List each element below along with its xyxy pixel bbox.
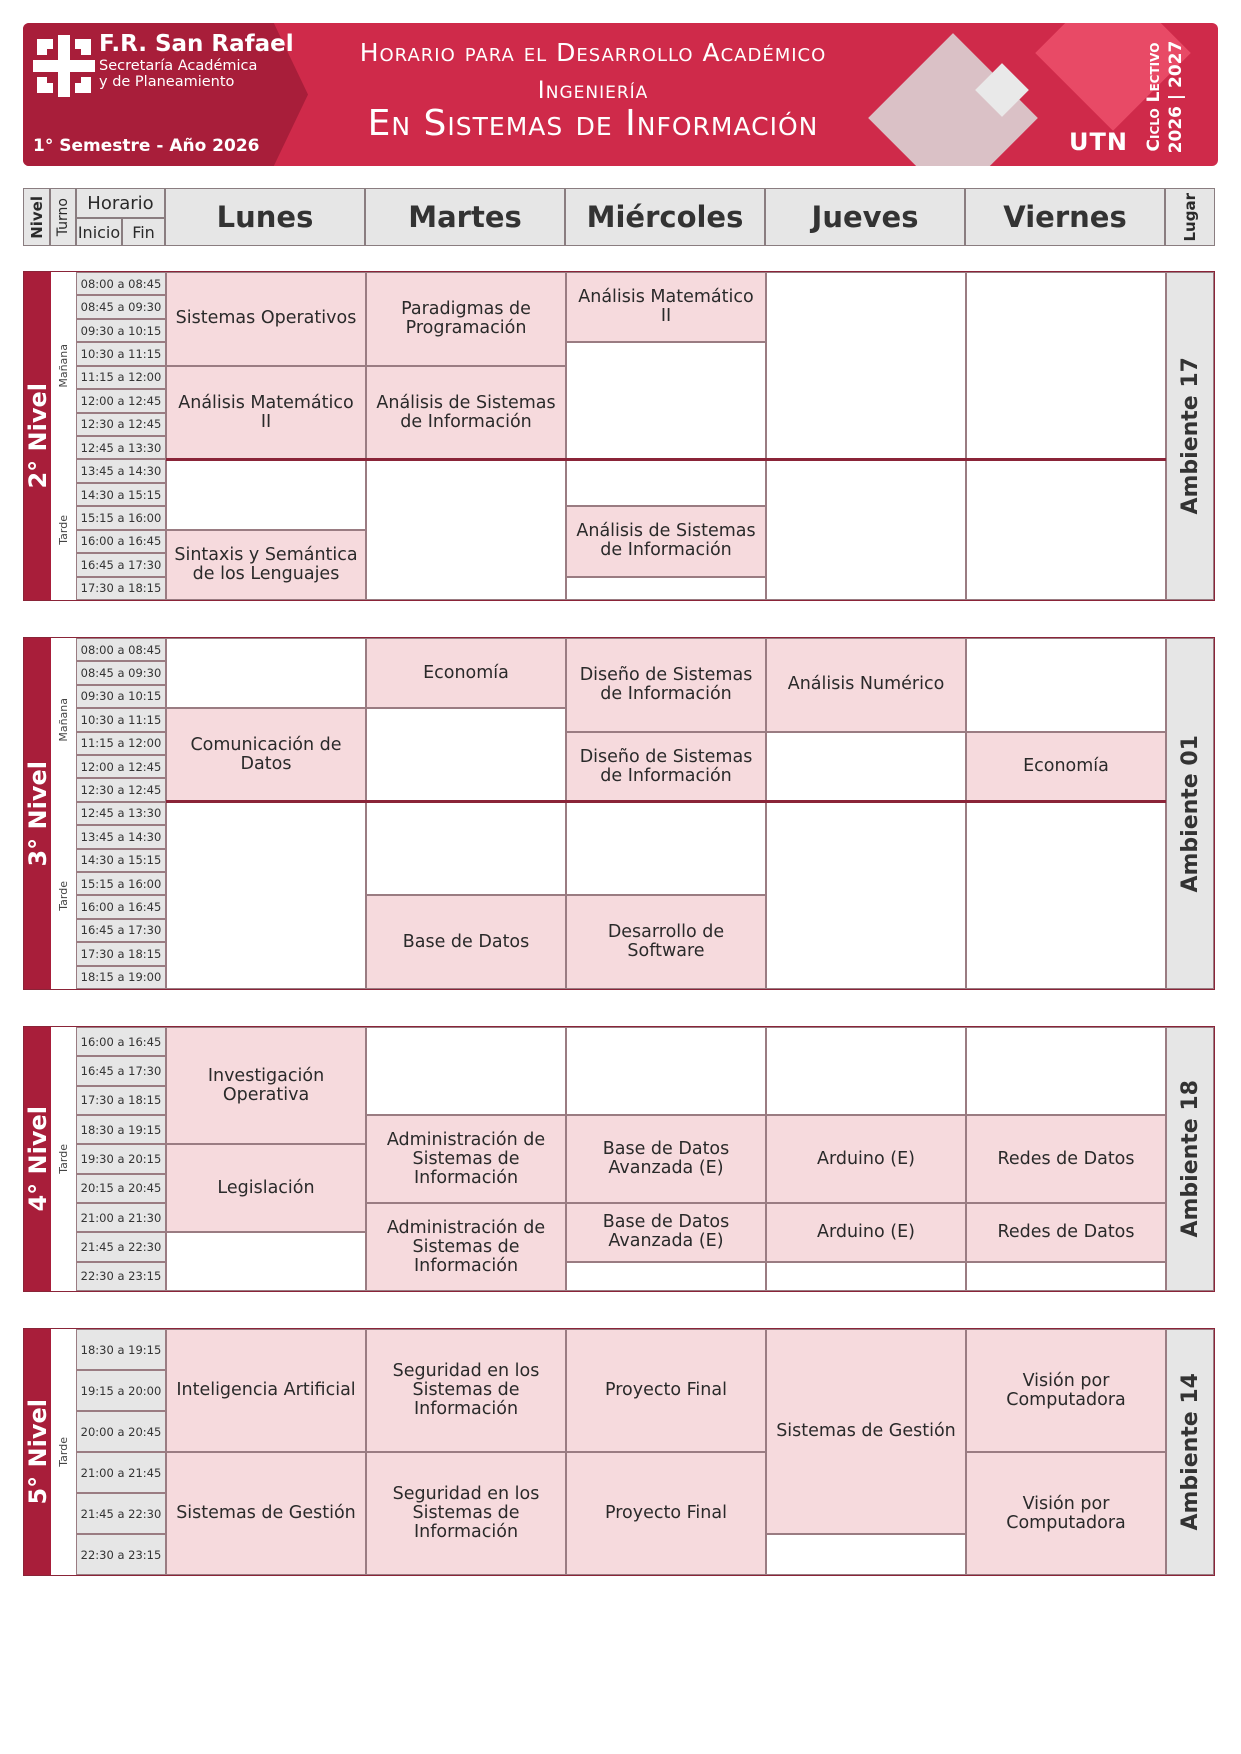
- time-slot: 16:45 a 17:30: [77, 553, 166, 576]
- time-slot: 13:45 a 14:30: [77, 459, 166, 482]
- time-slot: 10:30 a 11:15: [77, 342, 166, 365]
- time-slot: 14:30 a 15:15: [77, 483, 166, 506]
- lugar-label: [1166, 638, 1214, 989]
- empty-cell: [566, 577, 766, 600]
- time-slot: 22:30 a 23:15: [77, 1534, 166, 1575]
- time-slot: 08:45 a 09:30: [77, 295, 166, 318]
- time-slot: 15:15 a 16:00: [77, 506, 166, 529]
- time-slot: 18:30 a 19:15: [77, 1329, 166, 1370]
- time-slot: 17:30 a 18:15: [77, 1086, 166, 1115]
- cycle-years: 2026 | 2027: [1166, 40, 1186, 154]
- empty-cell: [766, 1534, 966, 1575]
- time-slot: 18:15 a 19:00: [77, 966, 166, 989]
- lugar-text: Ambiente 17: [1177, 357, 1203, 515]
- time-slot: 22:30 a 23:15: [77, 1262, 166, 1291]
- class-cell[interactable]: Análisis Numérico: [766, 638, 966, 732]
- utn-logo-icon: [33, 35, 95, 97]
- empty-cell: [766, 802, 966, 989]
- class-cell[interactable]: Inteligencia Artificial: [166, 1329, 366, 1452]
- class-cell[interactable]: Análisis de Sistemas de Información: [366, 366, 566, 460]
- time-slot: 08:00 a 08:45: [77, 272, 166, 295]
- class-cell[interactable]: Legislación: [166, 1144, 366, 1232]
- time-slot: 15:15 a 16:00: [77, 872, 166, 895]
- turno-label: [51, 1027, 77, 1291]
- nivel-label: [24, 272, 51, 600]
- title-line-1: Horario para el Desarrollo Académico: [359, 38, 827, 67]
- turno-label: [51, 272, 77, 459]
- class-cell[interactable]: Diseño de Sistemas de Información: [566, 732, 766, 802]
- class-cell[interactable]: Administración de Sistemas de Información: [366, 1203, 566, 1291]
- time-slot: 11:15 a 12:00: [77, 732, 166, 755]
- empty-cell: [166, 459, 366, 529]
- empty-cell: [766, 272, 966, 459]
- level-block-2: [23, 271, 1215, 601]
- turno-text: Mañana: [57, 698, 70, 742]
- secretariat-line-2: y de Planeamiento: [99, 74, 235, 90]
- day-header-martes: Martes: [365, 188, 565, 246]
- semester-label: 1° Semestre - Año 2026: [33, 136, 260, 156]
- cycle-title: Ciclo Lectivo: [1144, 42, 1164, 152]
- empty-cell: [366, 1027, 566, 1115]
- lugar-label: [1166, 272, 1214, 600]
- level-block-4: [23, 1026, 1215, 1292]
- class-cell[interactable]: Proyecto Final: [566, 1329, 766, 1452]
- lugar-text: Ambiente 14: [1177, 1373, 1203, 1531]
- class-cell[interactable]: Base de Datos Avanzada (E): [566, 1203, 766, 1262]
- time-slot: 17:30 a 18:15: [77, 942, 166, 965]
- turno-label: [51, 459, 77, 600]
- time-slot: 18:30 a 19:15: [77, 1115, 166, 1144]
- turno-text: Tarde: [57, 880, 70, 911]
- empty-cell: [566, 1027, 766, 1115]
- header-nivel-label: Nivel: [27, 195, 46, 239]
- turno-label: [51, 802, 77, 989]
- class-cell[interactable]: Arduino (E): [766, 1203, 966, 1262]
- nivel-label: [24, 638, 51, 989]
- class-cell[interactable]: Base de Datos: [366, 895, 566, 989]
- time-slot: 16:00 a 16:45: [77, 895, 166, 918]
- time-slot: 16:00 a 16:45: [77, 530, 166, 553]
- class-cell[interactable]: Análisis Matemático II: [566, 272, 766, 342]
- time-slot: 21:00 a 21:45: [77, 1452, 166, 1493]
- empty-cell: [766, 1262, 966, 1291]
- class-cell[interactable]: Sistemas de Gestión: [166, 1452, 366, 1575]
- empty-cell: [766, 1027, 966, 1115]
- time-slot: 12:00 a 12:45: [77, 755, 166, 778]
- nivel-label: [24, 1027, 51, 1291]
- class-cell[interactable]: Seguridad en los Sistemas de Información: [366, 1329, 566, 1452]
- level-block-3: [23, 637, 1215, 990]
- empty-cell: [566, 459, 766, 506]
- time-slot: 20:15 a 20:45: [77, 1174, 166, 1203]
- turno-text: Tarde: [57, 1144, 70, 1174]
- time-slot: 09:30 a 10:15: [77, 685, 166, 708]
- lugar-label: [1166, 1329, 1214, 1575]
- empty-cell: [566, 342, 766, 459]
- header-fin: Fin: [122, 218, 165, 246]
- time-slot: 16:45 a 17:30: [77, 919, 166, 942]
- header-banner: [23, 23, 1218, 166]
- class-cell[interactable]: Análisis Matemático II: [166, 366, 366, 460]
- header-lugar-label: Lugar: [1181, 192, 1199, 242]
- class-cell[interactable]: Base de Datos Avanzada (E): [566, 1115, 766, 1203]
- nivel-text: 3° Nivel: [23, 760, 52, 867]
- lugar-label: [1166, 1027, 1214, 1291]
- empty-cell: [366, 459, 566, 600]
- time-slot: 11:15 a 12:00: [77, 366, 166, 389]
- header-horario: Horario: [76, 188, 165, 218]
- lugar-text: Ambiente 01: [1177, 734, 1203, 893]
- time-slot: 21:00 a 21:30: [77, 1203, 166, 1232]
- time-slot: 12:45 a 13:30: [77, 436, 166, 459]
- class-cell[interactable]: Comunicación de Datos: [166, 708, 366, 802]
- nivel-text: 2° Nivel: [23, 383, 52, 489]
- turno-separator: [166, 800, 1166, 803]
- empty-cell: [966, 1262, 1166, 1291]
- turno-label: [51, 638, 77, 802]
- class-cell[interactable]: Desarrollo de Software: [566, 895, 766, 989]
- class-cell[interactable]: Proyecto Final: [566, 1452, 766, 1575]
- header-turno-label: Turno: [55, 197, 71, 237]
- time-slot: 08:00 a 08:45: [77, 638, 166, 661]
- nivel-text: 5° Nivel: [23, 1399, 52, 1505]
- cycle-label: [1143, 23, 1203, 166]
- class-cell[interactable]: Visión por Computadora: [966, 1452, 1166, 1575]
- class-cell[interactable]: Economía: [966, 732, 1166, 802]
- class-cell[interactable]: Paradigmas de Programación: [366, 272, 566, 366]
- empty-cell: [766, 732, 966, 802]
- class-cell[interactable]: Arduino (E): [766, 1115, 966, 1203]
- empty-cell: [966, 272, 1166, 459]
- empty-cell: [566, 1262, 766, 1291]
- empty-cell: [366, 708, 566, 802]
- day-header-viernes: Viernes: [965, 188, 1165, 246]
- time-slot: 21:45 a 22:30: [77, 1493, 166, 1534]
- class-cell[interactable]: Redes de Datos: [966, 1115, 1166, 1203]
- title-line-3: En Sistemas de Información: [367, 103, 819, 144]
- time-slot: 12:30 a 12:45: [77, 413, 166, 436]
- level-block-5: [23, 1328, 1215, 1576]
- empty-cell: [366, 802, 566, 896]
- empty-cell: [966, 459, 1166, 600]
- day-header-jueves: Jueves: [765, 188, 965, 246]
- class-cell[interactable]: Visión por Computadora: [966, 1329, 1166, 1452]
- class-cell[interactable]: Análisis de Sistemas de Información: [566, 506, 766, 576]
- nivel-label: [24, 1329, 51, 1575]
- empty-cell: [166, 638, 366, 708]
- time-slot: 13:45 a 14:30: [77, 825, 166, 848]
- time-slot: 17:30 a 18:15: [77, 577, 166, 600]
- class-cell[interactable]: Sintaxis y Semántica de los Lenguajes: [166, 530, 366, 600]
- class-cell[interactable]: Sistemas Operativos: [166, 272, 366, 366]
- class-cell[interactable]: Administración de Sistemas de Información: [366, 1115, 566, 1203]
- day-header-lunes: Lunes: [165, 188, 365, 246]
- time-slot: 12:00 a 12:45: [77, 389, 166, 412]
- turno-text: Tarde: [57, 514, 70, 545]
- class-cell[interactable]: Sistemas de Gestión: [766, 1329, 966, 1534]
- time-slot: 09:30 a 10:15: [77, 319, 166, 342]
- nivel-text: 4° Nivel: [23, 1106, 52, 1212]
- empty-cell: [966, 1027, 1166, 1115]
- secretariat-line-1: Secretaría Académica: [99, 58, 258, 74]
- empty-cell: [966, 802, 1166, 989]
- empty-cell: [166, 1232, 366, 1291]
- time-slot: 12:30 a 12:45: [77, 778, 166, 801]
- utn-brand: UTN: [1069, 128, 1128, 156]
- title-line-2: Ingeniería: [537, 76, 649, 104]
- class-cell[interactable]: Seguridad en los Sistemas de Información: [366, 1452, 566, 1575]
- time-slot: 10:30 a 11:15: [77, 708, 166, 731]
- lugar-text: Ambiente 18: [1177, 1080, 1203, 1238]
- turno-separator: [166, 458, 1166, 461]
- header-inicio: Inicio: [76, 218, 122, 246]
- class-cell[interactable]: Diseño de Sistemas de Información: [566, 638, 766, 732]
- time-slot: 16:00 a 16:45: [77, 1027, 166, 1056]
- time-slot: 19:15 a 20:00: [77, 1370, 166, 1411]
- day-header-miercoles: Miércoles: [565, 188, 765, 246]
- institution-name: F.R. San Rafael: [99, 31, 294, 57]
- time-slot: 19:30 a 20:15: [77, 1144, 166, 1173]
- class-cell[interactable]: Investigación Operativa: [166, 1027, 366, 1144]
- class-cell[interactable]: Redes de Datos: [966, 1203, 1166, 1262]
- empty-cell: [966, 638, 1166, 732]
- time-slot: 12:45 a 13:30: [77, 802, 166, 825]
- header-nivel: [23, 188, 50, 246]
- class-cell[interactable]: Economía: [366, 638, 566, 708]
- turno-label: [51, 1329, 77, 1575]
- time-slot: 14:30 a 15:15: [77, 849, 166, 872]
- header-turno: [50, 188, 76, 246]
- time-slot: 08:45 a 09:30: [77, 661, 166, 684]
- empty-cell: [566, 802, 766, 896]
- turno-text: Mañana: [57, 343, 70, 388]
- empty-cell: [766, 459, 966, 600]
- time-slot: 20:00 a 20:45: [77, 1411, 166, 1452]
- time-slot: 16:45 a 17:30: [77, 1056, 166, 1085]
- empty-cell: [166, 802, 366, 989]
- time-slot: 21:45 a 22:30: [77, 1232, 166, 1261]
- turno-text: Tarde: [57, 1437, 70, 1467]
- header-lugar: [1165, 188, 1215, 246]
